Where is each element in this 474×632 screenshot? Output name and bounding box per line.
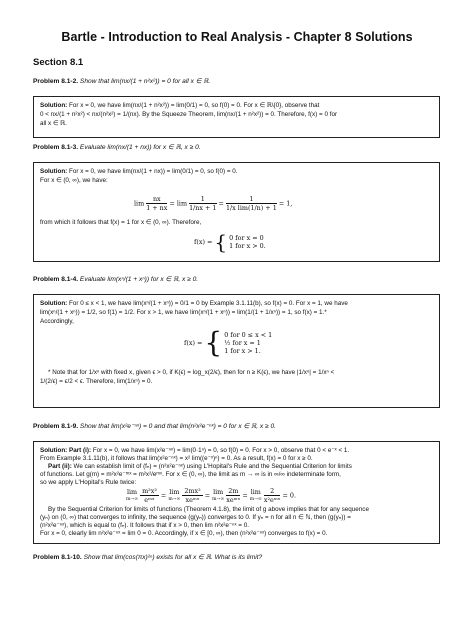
solution-line: For x = 0, clearly lim n²x²e⁻ⁿˣ = lim 0 = 0. Accordingly, if x ∈ [0, ∞), then (n²x²e⁻ⁿˣ) converges to f(x) = 0. [40, 530, 328, 537]
limit-equation: lim $\frac{nx}{1 + nx}$ = lim $\frac{1}{1/nx + 1}$ = $\frac{1}{\text{1/x lim(1/n) + 1}}$ = 1, [134, 195, 293, 212]
problem-8-1-10 [33, 553, 262, 562]
solution-line: 0 < nx/(1 + n²x²) < nx/(n²x²) = 1/(nx). By the Squeeze Theorem, lim(nx/(1 + n²x²)) = 0. Therefore, f(x) = 0 for [40, 111, 338, 118]
solution-box-8-1-2 [33, 96, 440, 138]
lhopital-equation: lim m→∞ $\frac{\text{m²x²}}{\text{eᵐˣ}}$ = lim m→∞ $\frac{\text{2mx²}}{\text{xeᵐˣ}}$ = lim m→∞ $\frac{2m}{\text{xeᵐˣ}}$ = lim m→∞ $\frac{2}{\text{x²eᵐˣ}}$ = 0. [126, 487, 296, 504]
solution-line: We can establish limit of (fₙ) = (n²x²e⁻ⁿˣ) using L'Hopital's Rule and the Sequential Criterion for limits [73, 463, 352, 470]
problem-label: Problem 8.1-9. [33, 423, 79, 430]
problem-8-1-3 [33, 143, 201, 152]
section-heading: Section 8.1 [33, 57, 84, 68]
part-label: Part (ii): [48, 463, 72, 470]
problem-statement: Evaluate lim(xⁿ/(1 + xⁿ)) for x ∈ ℝ, x ≥ 0. [79, 276, 199, 283]
problem-statement: Show that lim(cos(πx)²ⁿ) exists for all x ∈ ℝ. What is its limit? [83, 554, 263, 561]
solution-line: of functions. Let g(m) = m²x²e⁻ᵐˣ = m²x²/eᵐˣ. For x ∈ (0, ∞), the limit as m → ∞ is in ∞/∞ indeterminate form, [40, 471, 341, 478]
solution-line: (n²x²e⁻ⁿˣ), which is equal to (fₙ). It follows that if x > 0, then lim n²x²e⁻ⁿˣ = 0. [40, 522, 249, 529]
solution-line: For x = 0, we have lim(x²e⁻ⁿˣ) = lim(0·1ⁿ) = 0, so f(0) = 0. For x > 0, observe that 0 < e⁻ˣ < 1. [92, 447, 350, 454]
solution-label: Solution: [40, 300, 68, 307]
piecewise-function: f(x) = { 0 for x = 0 1 for x > 0. [194, 230, 266, 254]
problem-label: Problem 8.1-3. [33, 144, 79, 151]
problem-8-1-2 [33, 77, 210, 86]
solution-line: Accordingly, [40, 318, 74, 325]
solution-line: From Example 3.1.11(b), it follows that lim(x²e⁻ⁿˣ) = x² lim((e⁻ˣ)ⁿ) = 0. As a result, f(x) = 0 for x ≥ 0. [40, 455, 313, 462]
piecewise-function: f(x) = { 0 for 0 ≤ x < 1 ½ for x = 1 1 for x > 1. [184, 326, 273, 359]
footnote-line: * Note that for 1/xⁿ with fixed x, given ϵ > 0, if K(ϵ) = log_x(2/ϵ), then for n ≥ K(ϵ), we have |1/xⁿ| = 1/xⁿ < [48, 369, 335, 376]
problem-8-1-9 [33, 422, 276, 431]
solution-line: (yₙ) on (0, ∞) that converges to infinity, the sequence (g(yₙ)) converges to 0. If yₙ = n for all n ∈ ℕ, then (g(yₙ)) = [40, 514, 351, 521]
page-title: Bartle - Introduction to Real Analysis - Chapter 8 Solutions [61, 30, 413, 44]
solution-label: Solution: [40, 168, 68, 175]
solution-label: Solution: Part (i): [40, 447, 92, 454]
solution-line: For x = 0, we have lim(nx/(1 + nx)) = lim(0/1) = 0, so f(0) = 0. [69, 168, 238, 175]
problem-statement: Show that lim(x²e⁻ⁿˣ) = 0 and that lim(n²x²e⁻ⁿˣ) = 0 for x ∈ ℝ, x ≥ 0. [79, 423, 276, 430]
solution-box-8-1-3 [33, 162, 440, 262]
problem-statement: Evaluate lim(nx/(1 + nx)) for x ∈ ℝ, x ≥ 0. [79, 144, 201, 151]
solution-line: so we apply L'Hopital's Rule twice: [40, 479, 137, 486]
solution-line: For 0 ≤ x < 1, we have lim(xⁿ/(1 + xⁿ)) = 0/1 = 0 by Example 3.1.11(b), so f(x) = 0. For x = 1, we have [69, 300, 348, 307]
solution-line: all x ∈ ℝ. [40, 120, 67, 127]
solution-box-8-1-9 [33, 441, 440, 544]
solution-line: By the Sequential Criterion for limits of functions (Theorem 4.1.8), the limit of g above implies that for any sequence [48, 506, 369, 513]
solution-line: For x ∈ (0, ∞), we have: [40, 177, 108, 184]
solution-box-8-1-4 [33, 294, 440, 408]
problem-8-1-4 [33, 275, 198, 284]
problem-statement: Show that lim(nx/(1 + n²x²)) = 0 for all x ∈ ℝ. [79, 78, 211, 85]
solution-line: For x = 0, we have lim(nx/(1 + n²x²)) = lim(0/1) = 0, so f(0) = 0. For x ∈ ℝ\{0}, observe that [69, 102, 320, 109]
problem-label: Problem 8.1-10. [33, 554, 82, 561]
problem-label: Problem 8.1-2. [33, 78, 79, 85]
solution-line: from which it follows that f(x) = 1 for x ∈ (0, ∞). Therefore, [40, 219, 202, 226]
solution-line: lim(xⁿ/(1 + xⁿ)) = 1/2, so f(1) = 1/2. For x > 1, we have lim(xⁿ/(1 + xⁿ)) = lim(1/(1 + 1/xⁿ)) = 1, so f(x) = 1.* [40, 309, 327, 316]
problem-label: Problem 8.1-4. [33, 276, 79, 283]
footnote-line: 1/(2/ϵ) = ϵ/2 < ϵ. Therefore, lim(1/xⁿ) = 0. [40, 378, 153, 385]
solution-label: Solution: [40, 102, 68, 109]
